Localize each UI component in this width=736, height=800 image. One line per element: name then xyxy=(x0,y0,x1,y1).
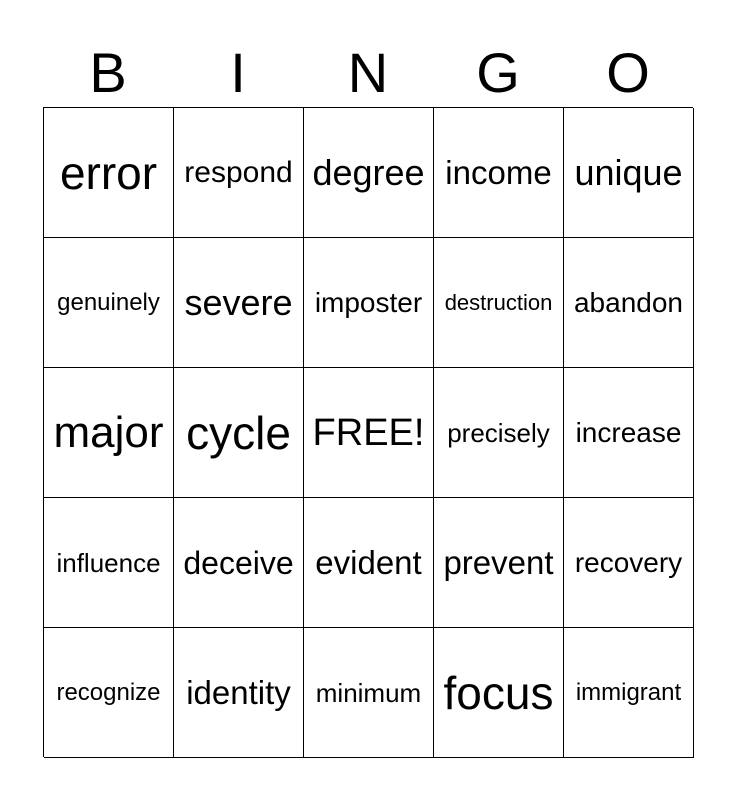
cell-word: error xyxy=(59,146,158,199)
bingo-cell-r0-c4[interactable] xyxy=(564,108,694,238)
bingo-cell-r4-c4[interactable] xyxy=(564,628,694,758)
bingo-cell-r3-c0[interactable] xyxy=(44,498,174,628)
cell-word: influence xyxy=(56,547,161,578)
cell-word: destruction xyxy=(444,289,553,315)
cell-word: unique xyxy=(574,151,683,193)
header-letter-i: I xyxy=(230,41,246,104)
bingo-cell-r2-c1[interactable] xyxy=(174,368,304,498)
bingo-header xyxy=(43,40,693,106)
bingo-cell-r0-c1[interactable] xyxy=(174,108,304,238)
cell-word: minimum xyxy=(315,677,422,708)
bingo-board xyxy=(43,107,693,757)
bingo-cell-r3-c3[interactable] xyxy=(434,498,564,628)
free-space[interactable] xyxy=(304,368,434,498)
cell-word: immigrant xyxy=(575,678,682,706)
cell-word: cycle xyxy=(186,406,291,459)
cell-word: recovery xyxy=(574,546,683,578)
cell-word: recognize xyxy=(56,678,161,706)
cell-word: severe xyxy=(184,281,293,323)
bingo-cell-r1-c0[interactable] xyxy=(44,238,174,368)
bingo-cell-r2-c3[interactable] xyxy=(434,368,564,498)
bingo-cell-r3-c4[interactable] xyxy=(564,498,694,628)
cell-word: identity xyxy=(186,674,291,711)
bingo-cell-r1-c4[interactable] xyxy=(564,238,694,368)
cell-word: imposter xyxy=(314,286,423,318)
cell-word: income xyxy=(445,154,552,191)
bingo-cell-r0-c0[interactable] xyxy=(44,108,174,238)
cell-word: increase xyxy=(575,416,682,448)
bingo-cell-r4-c0[interactable] xyxy=(44,628,174,758)
bingo-cell-r4-c2[interactable] xyxy=(304,628,434,758)
cell-word: evident xyxy=(315,544,422,581)
cell-word: deceive xyxy=(183,544,294,581)
cell-word: respond xyxy=(184,155,293,189)
cell-word: major xyxy=(53,407,164,457)
bingo-cell-r0-c2[interactable] xyxy=(304,108,434,238)
cell-word: focus xyxy=(443,666,554,719)
cell-word: abandon xyxy=(573,286,683,318)
bingo-cell-r4-c1[interactable] xyxy=(174,628,304,758)
bingo-cell-r2-c4[interactable] xyxy=(564,368,694,498)
cell-word: precisely xyxy=(447,417,550,448)
bingo-cell-r1-c1[interactable] xyxy=(174,238,304,368)
cell-word: genuinely xyxy=(57,288,160,316)
bingo-cell-r1-c3[interactable] xyxy=(434,238,564,368)
bingo-cell-r2-c0[interactable] xyxy=(44,368,174,498)
cell-word: prevent xyxy=(443,544,554,581)
bingo-cell-r0-c3[interactable] xyxy=(434,108,564,238)
header-letter-o: O xyxy=(606,41,650,104)
bingo-cell-r1-c2[interactable] xyxy=(304,238,434,368)
bingo-cell-r3-c2[interactable] xyxy=(304,498,434,628)
bingo-cell-r3-c1[interactable] xyxy=(174,498,304,628)
header-letter-n: N xyxy=(347,41,389,104)
cell-word: degree xyxy=(312,151,425,193)
free-space-label: FREE! xyxy=(312,411,425,454)
bingo-cell-r4-c3[interactable] xyxy=(434,628,564,758)
header-letter-g: G xyxy=(476,41,520,104)
header-letter-b: B xyxy=(89,41,127,104)
